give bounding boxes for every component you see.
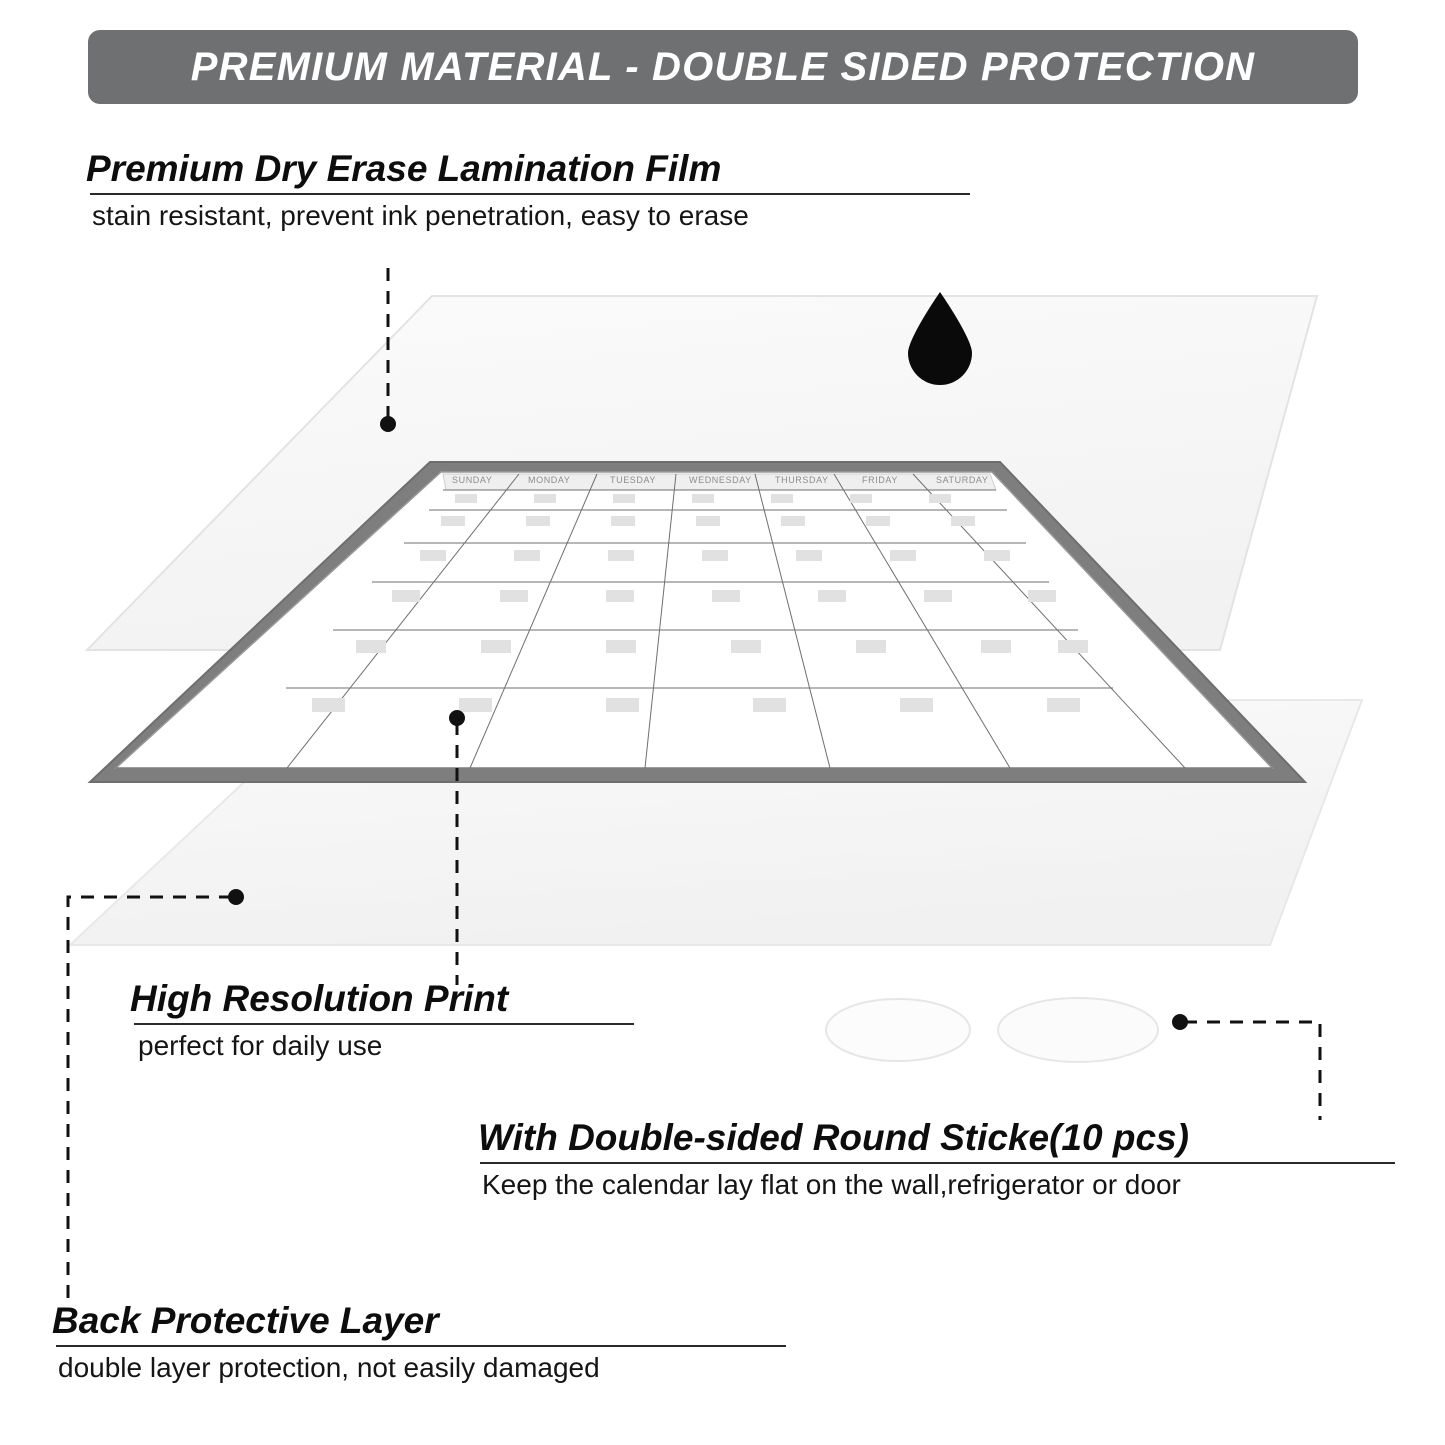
weekday-header: TUESDAY (610, 475, 657, 485)
header-banner-text: PREMIUM MATERIAL - DOUBLE SIDED PROTECTION (190, 44, 1256, 89)
callout-underline (56, 1345, 786, 1347)
callout-high-resolution-print (130, 978, 634, 1063)
weekday-header: THURSDAY (775, 475, 829, 485)
leader-line-sticker (1172, 1014, 1320, 1120)
weekday-header: SUNDAY (452, 475, 493, 485)
callout-title: Back Protective Layer (52, 1300, 439, 1341)
callout-underline (90, 193, 970, 195)
callout-subtitle: double layer protection, not easily damaged (58, 1352, 600, 1384)
callout-underline (134, 1023, 634, 1025)
callout-subtitle: Keep the calendar lay flat on the wall,refrigerator or door (482, 1169, 1181, 1201)
weekday-header: MONDAY (528, 475, 571, 485)
weekday-header: WEDNESDAY (689, 475, 752, 485)
round-sticker-right (998, 998, 1158, 1062)
callout-title: High Resolution Print (130, 978, 509, 1019)
weekday-header: SATURDAY (936, 475, 989, 485)
callout-title: Premium Dry Erase Lamination Film (86, 148, 722, 189)
weekday-header: FRIDAY (862, 475, 898, 485)
callout-underline (480, 1162, 1395, 1164)
callout-subtitle: stain resistant, prevent ink penetration, easy to erase (92, 200, 749, 232)
leader-line-back-layer (68, 889, 244, 1300)
callout-subtitle: perfect for daily use (138, 1030, 383, 1062)
round-sticker-left (826, 999, 970, 1061)
callout-lamination-film (86, 148, 970, 233)
callout-round-stickers (478, 1117, 1395, 1202)
callout-back-protective-layer (52, 1300, 786, 1385)
callout-title: With Double-sided Round Sticke(10 pcs) (478, 1117, 1189, 1158)
